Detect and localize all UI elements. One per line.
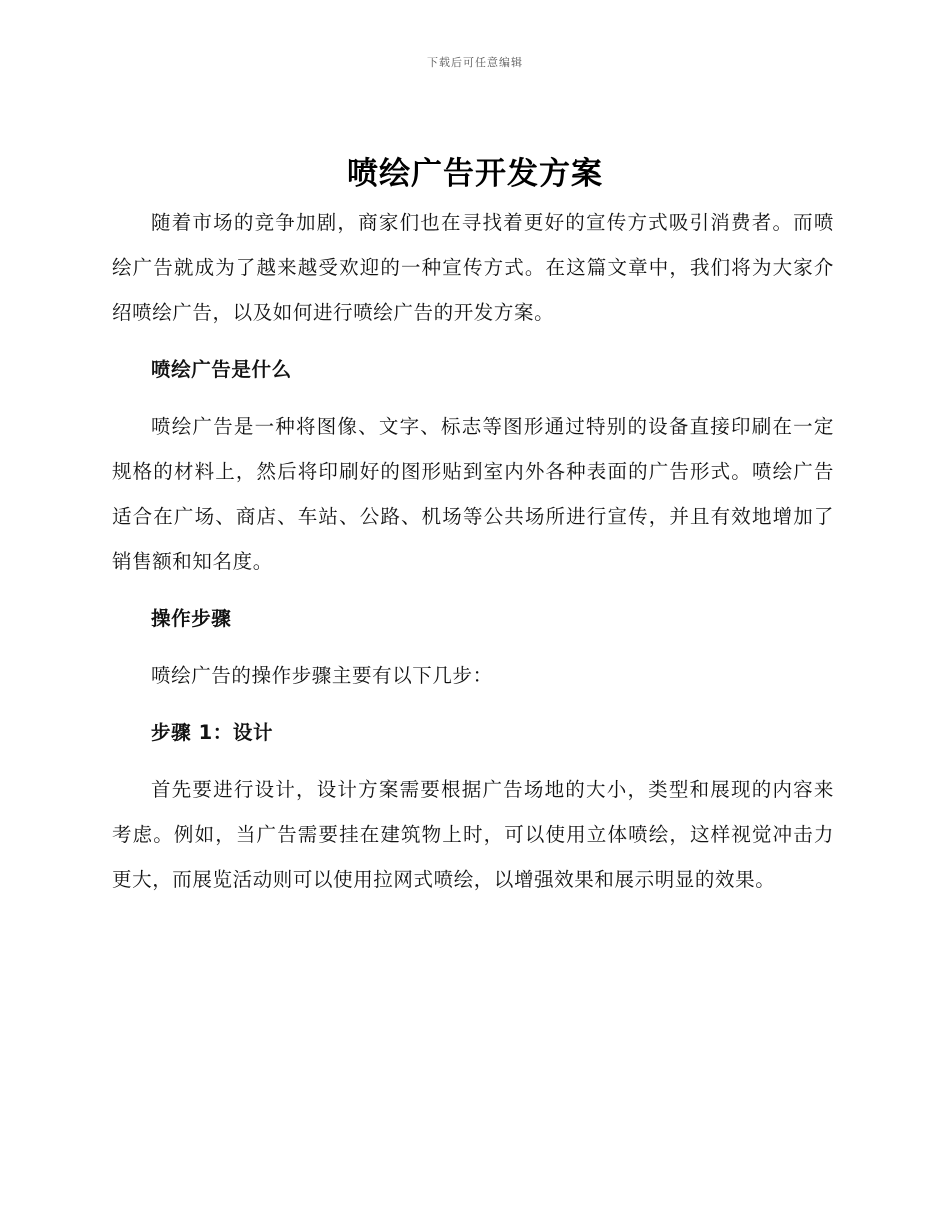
- steps-intro-paragraph: 喷绘广告的操作步骤主要有以下几步：: [151, 664, 493, 687]
- intro-paragraph: 随着市场的竞争加剧，商家们也在寻找着更好的宣传方式吸引消费者。而喷绘广告就成为了越来越受欢迎的一种宣传方式。在这篇文章中，我们将为大家介绍喷绘广告，以及如何进行喷绘广告的开发方案。: [112, 211, 834, 324]
- definition-paragraph: 喷绘广告是一种将图像、文字、标志等图形通过特别的设备直接印刷在一定规格的材料上，然后将印刷好的图形贴到室内外各种表面的广告形式。喷绘广告适合在广场、商店、车站、公路、机场等公共场所进行宣传，并且有效地增加了销售额和知名度。: [112, 415, 834, 573]
- section-heading-steps: 操作步骤: [151, 607, 232, 630]
- section-heading-what-is: 喷绘广告是什么: [151, 358, 292, 381]
- document-title: 喷绘广告开发方案: [347, 156, 603, 192]
- step-1-paragraph: 首先要进行设计，设计方案需要根据广告场地的大小，类型和展现的内容来考虑。例如，当广告需要挂在建筑物上时，可以使用立体喷绘，这样视觉冲击力更大，而展览活动则可以使用拉网式喷绘，以增强效果和展示明显的效果。: [112, 778, 834, 891]
- section-heading-step-1: 步骤 1：设计: [151, 721, 274, 744]
- document-body: [112, 200, 834, 902]
- header-note: 下载后可任意编辑: [427, 56, 523, 69]
